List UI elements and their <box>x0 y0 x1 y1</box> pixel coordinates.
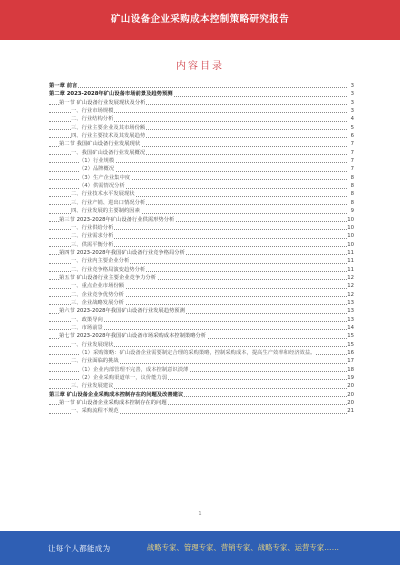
toc-entry[interactable] <box>49 224 354 232</box>
toc-entry-page: 12 <box>347 291 354 298</box>
toc-entry[interactable] <box>49 115 354 123</box>
table-of-contents <box>49 82 354 416</box>
toc-entry-title: 三、行业发展建议 <box>71 383 114 390</box>
toc-entry-title: 一、行业发展现状 <box>71 341 114 348</box>
toc-entry-page: 3 <box>347 82 354 90</box>
toc-entry[interactable] <box>49 199 354 207</box>
toc-entry-page: 21 <box>347 408 354 415</box>
toc-entry-title: 第一章 前言 <box>49 83 78 89</box>
toc-entry[interactable] <box>49 282 354 290</box>
toc-entry-page: 3 <box>347 90 354 98</box>
toc-entry[interactable] <box>49 249 354 257</box>
toc-entry-page: 11 <box>347 258 354 265</box>
toc-entry-title: 一、我国矿山设备行业发展概况 <box>71 149 146 156</box>
toc-entry-page: 7 <box>347 149 354 157</box>
toc-entry-title: （1）行业规模 <box>79 158 115 165</box>
toc-entry-page: 11 <box>347 266 354 273</box>
toc-entry-page: 10 <box>347 224 354 231</box>
toc-entry-title: 第一节 矿山设备企业采购成本控制存在的问题 <box>59 400 167 407</box>
toc-entry[interactable] <box>49 349 354 357</box>
toc-entry-title: 第六节 2023-2028年我国矿山设备行业发展趋势预测 <box>59 308 185 315</box>
toc-entry-title: （1）采购策略：矿山设备企业需要制定合理的采购策略，控制采购成本，提高生产效率和经济效益。 <box>79 350 316 356</box>
toc-entry-page: 9 <box>347 207 354 215</box>
toc-entry[interactable] <box>49 266 354 274</box>
toc-entry[interactable] <box>49 341 354 349</box>
toc-entry-title: 四、行业主要技术及其发展趋势 <box>71 133 146 140</box>
toc-entry-page: 6 <box>347 132 354 140</box>
toc-entry[interactable] <box>49 107 354 115</box>
toc-entry[interactable] <box>49 374 354 382</box>
toc-entry-page: 8 <box>347 199 354 207</box>
toc-entry-page: 13 <box>347 299 354 306</box>
toc-entry-title: 一、行业内主要企业分析 <box>71 258 130 265</box>
toc-entry-page: 19 <box>347 375 354 382</box>
toc-entry[interactable] <box>49 307 354 315</box>
toc-entry-page: 12 <box>347 274 354 281</box>
toc-entry-title: 一、政策导向 <box>71 316 103 323</box>
report-title: 矿山设备企业采购成本控制策略研究报告 <box>110 14 290 25</box>
toc-entry[interactable] <box>49 407 354 415</box>
toc-entry[interactable] <box>49 165 354 173</box>
toc-entry[interactable] <box>49 174 354 182</box>
toc-entry[interactable] <box>49 132 354 140</box>
toc-entry-page: 7 <box>347 157 354 165</box>
toc-entry[interactable] <box>49 190 354 198</box>
toc-entry[interactable] <box>49 82 354 90</box>
toc-entry-page: 4 <box>347 115 354 123</box>
toc-entry-page: 11 <box>347 249 354 256</box>
toc-entry-page: 15 <box>347 341 354 348</box>
toc-entry-title: 二、行业竞争格局演变趋势分析 <box>71 266 146 273</box>
toc-entry-title: 三、供需平衡分析 <box>71 241 114 248</box>
toc-entry[interactable] <box>49 299 354 307</box>
toc-entry[interactable] <box>49 124 354 132</box>
toc-entry[interactable] <box>49 207 354 215</box>
toc-entry-title: 一、行业市场规模 <box>71 108 114 115</box>
footer-slogan: 让每个人都能成为 <box>48 544 111 553</box>
toc-entry[interactable] <box>49 332 354 340</box>
footer-tagline: 战略专家、管理专家、营销专家、战略专家、运营专家…… <box>147 543 340 552</box>
toc-entry-title: 第七节 2023-2028年我国矿山设备市场采购成本控制策略分析 <box>59 333 207 340</box>
toc-entry-title: 一、重点企业市场份额 <box>71 283 124 290</box>
toc-entry-page: 13 <box>347 316 354 323</box>
toc-entry-page: 10 <box>347 216 354 223</box>
toc-entry[interactable] <box>49 140 354 148</box>
toc-entry-page: 20 <box>347 391 354 398</box>
toc-entry-title: 二、行业结构分析 <box>71 116 114 123</box>
toc-entry[interactable] <box>49 357 354 365</box>
toc-entry-title: 一、采购流程不规范 <box>71 408 119 415</box>
footer-bar <box>0 531 400 565</box>
toc-entry-page: 10 <box>347 233 354 240</box>
toc-entry[interactable] <box>49 149 354 157</box>
toc-entry-page: 8 <box>347 190 354 198</box>
toc-entry-title: 四、行业发展的主要制约因素 <box>71 208 140 215</box>
toc-entry[interactable] <box>49 291 354 299</box>
toc-heading: 内容目录 <box>176 61 224 72</box>
toc-entry-title: （1）企业内部管理不完善，成本控制意识淡薄 <box>79 366 189 373</box>
toc-leader-dots <box>49 87 347 88</box>
toc-entry[interactable] <box>49 316 354 324</box>
toc-entry-title: （3）生产企业集中度 <box>79 174 131 181</box>
toc-entry-page: 14 <box>347 324 354 331</box>
toc-entry-page: 5 <box>347 124 354 132</box>
toc-entry-page: 16 <box>347 350 354 356</box>
toc-entry-title: 二、行业技术水平发展现状 <box>71 191 135 198</box>
toc-entry-title: 第一节 矿山设备行业发展现状及分析 <box>59 99 146 106</box>
header-bar <box>0 0 400 40</box>
toc-entry-title: 三、行业产销、进出口情况分析 <box>71 199 146 206</box>
toc-entry-title: 第三节 2023-2028年矿山设备行业供需形势分析 <box>59 216 175 223</box>
toc-entry-title: 第四节 2023-2028年我国矿山设备行业竞争格局分析 <box>59 249 185 256</box>
toc-entry-page: 13 <box>347 308 354 315</box>
toc-entry[interactable] <box>49 241 354 249</box>
toc-entry[interactable] <box>49 90 354 98</box>
toc-entry[interactable] <box>49 274 354 282</box>
toc-entry[interactable] <box>49 382 354 390</box>
toc-entry-title: 二、市场前景 <box>71 324 103 331</box>
toc-entry[interactable] <box>49 216 354 224</box>
page-number: 1 <box>198 511 202 517</box>
toc-entry-title: 二、行业面临的挑战 <box>71 358 119 365</box>
toc-entry[interactable] <box>49 399 354 407</box>
toc-entry-title: 一、行业供给分析 <box>71 224 114 231</box>
toc-entry-page: 8 <box>347 174 354 182</box>
toc-entry[interactable] <box>49 257 354 265</box>
toc-entry-title: 第五节 矿山设备行业主要企业竞争力分析 <box>59 274 157 281</box>
toc-entry-title: （2）企业采购渠道单一，议价能力弱 <box>79 375 168 382</box>
toc-entry-title: 第二章 2023-2028年矿山设备市场前景及趋势预测 <box>49 91 173 98</box>
toc-entry-title: 二、企业竞争优势分析 <box>71 291 124 298</box>
toc-entry-page: 3 <box>347 107 354 115</box>
toc-entry-title: 第二节 我国矿山设备行业发展现状 <box>59 141 141 148</box>
toc-entry-page: 10 <box>347 241 354 248</box>
toc-entry[interactable] <box>49 182 354 190</box>
toc-entry[interactable] <box>49 157 354 165</box>
toc-entry-page: 12 <box>347 283 354 290</box>
toc-entry-title: 三、行业主要企业及其市场份额 <box>71 124 146 131</box>
toc-entry-page: 18 <box>347 366 354 373</box>
toc-entry-title: 第三章 矿山设备企业采购成本控制存在的问题及改善建议 <box>49 391 184 398</box>
toc-entry-title: 三、企业战略发展分析 <box>71 299 124 306</box>
toc-entry-page: 8 <box>347 182 354 190</box>
toc-entry[interactable] <box>49 391 354 399</box>
toc-entry-title: （2）品牌概况 <box>79 166 115 173</box>
toc-entry-title: 二、行业需求分析 <box>71 233 114 240</box>
toc-entry-page: 7 <box>347 165 354 173</box>
toc-entry-page: 20 <box>347 383 354 390</box>
toc-entry-page: 15 <box>347 333 354 340</box>
toc-entry[interactable] <box>49 324 354 332</box>
toc-entry-page: 7 <box>347 140 354 148</box>
toc-entry-page: 20 <box>347 400 354 407</box>
toc-entry-page: 3 <box>347 99 354 107</box>
toc-entry-title: （4）供需情况分析 <box>79 183 125 190</box>
toc-entry-page: 17 <box>347 358 354 365</box>
toc-entry[interactable] <box>49 232 354 240</box>
toc-entry[interactable] <box>49 366 354 374</box>
toc-entry[interactable] <box>49 99 354 107</box>
